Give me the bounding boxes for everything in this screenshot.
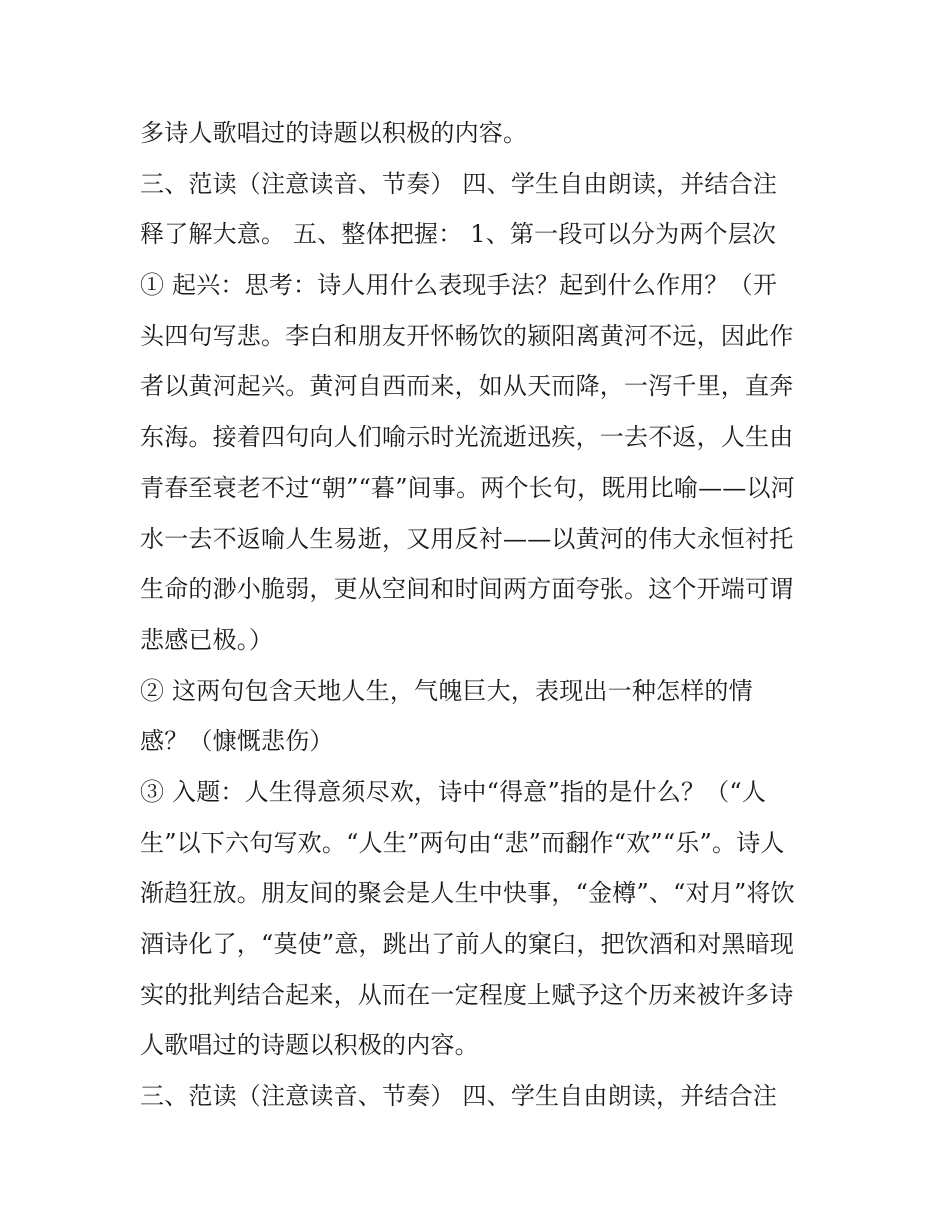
text-line: 三、范读（注意读音、节奏） 四、学生自由朗读，并结合注 bbox=[140, 1082, 778, 1111]
text-line: 实的批判结合起来，从而在一定程度上赋予这个历来被许多诗 bbox=[140, 980, 794, 1009]
text-line: 悲感已极。） bbox=[140, 625, 274, 654]
text-line: 生”以下六句写欢。“人生”两句由“悲”而翻作“欢”“乐”。诗人 bbox=[140, 828, 785, 857]
text-line: ① 起兴：思考：诗人用什么表现手法？起到什么作用？（开 bbox=[140, 271, 778, 300]
text-line: 生命的渺小脆弱，更从空间和时间两方面夸张。这个开端可谓 bbox=[140, 575, 794, 604]
text-line: 东海。接着四句向人们喻示时光流逝迅疾，一去不返，人生由 bbox=[140, 423, 794, 452]
text-line: 水一去不返喻人生易逝，又用反衬——以黄河的伟大永恒衬托 bbox=[140, 524, 794, 553]
text-line: 青春至衰老不过“朝”“暮”间事。两个长句，既用比喻——以河 bbox=[140, 473, 795, 502]
text-line: 多诗人歌唱过的诗题以积极的内容。 bbox=[140, 119, 528, 147]
text-line: 头四句写悲。李白和朋友开怀畅饮的颍阳离黄河不远，因此作 bbox=[140, 321, 794, 350]
text-line: 感？（慷慨悲伤） bbox=[140, 727, 334, 756]
text-line: ③ 入题：人生得意须尽欢，诗中“得意”指的是什么？（“人 bbox=[140, 777, 767, 806]
document-page bbox=[140, 108, 830, 1122]
text-line: 人歌唱过的诗题以积极的内容。 bbox=[140, 1031, 479, 1060]
text-line: 者以黄河起兴。黄河自西而来，如从天而降，一泻千里，直奔 bbox=[140, 372, 794, 401]
text-line: 酒诗化了，“莫使”意，跳出了前人的窠臼，把饮酒和对黑暗现 bbox=[140, 930, 795, 958]
text-line: ② 这两句包含天地人生，气魄巨大，表现出一种怎样的情 bbox=[140, 676, 753, 705]
text-line: 渐趋狂放。朋友间的聚会是人生中快事，“金樽”、“对月”将饮 bbox=[140, 879, 795, 908]
text-line: 三、范读（注意读音、节奏） 四、学生自由朗读，并结合注 bbox=[140, 169, 778, 198]
text-line: 释了解大意。 五、整体把握： 1、第一段可以分为两个层次 bbox=[140, 220, 777, 249]
